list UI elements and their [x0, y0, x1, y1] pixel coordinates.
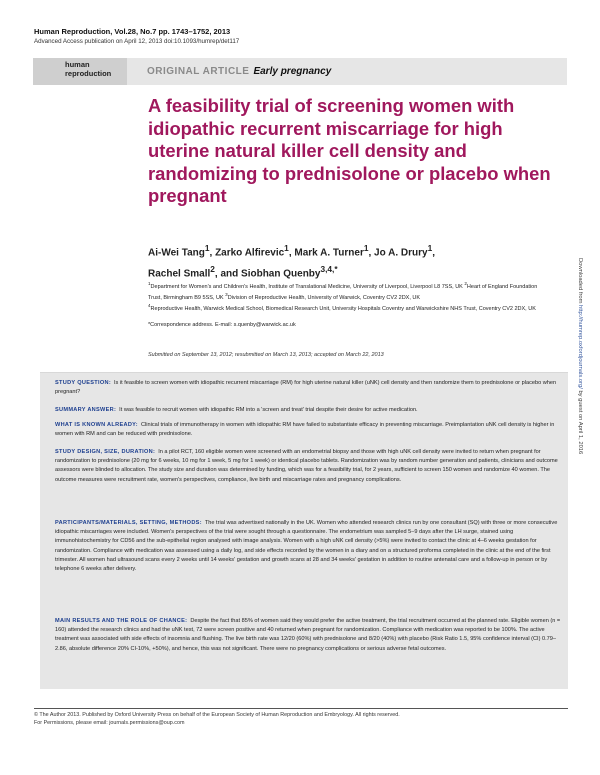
author-name[interactable]: Jo A. Drury — [374, 247, 428, 259]
journal-logo — [33, 58, 127, 85]
journal-citation: Human Reproduction, Vol.28, No.7 pp. 1743–1752, 2013 — [34, 27, 231, 36]
author-name[interactable]: Ai-Wei Tang — [148, 247, 205, 259]
section-text: Despite the fact that 85% of women said they would prefer the active treatment, the trial recruitment occurred at the planned rate. Eligible women (n = 160) attended the research clinics and had the uNK test, 72 were screen positive and 40 returned when pregnant for randomization. Compliance with medication was reported to be 100%. The active treatment was associated with side effects of insomnia and flushing. The live birth rate was 12/20 (60%) with prednisolone and 8/20 (40%) with placebo (Risk Ratio 1.5, 95% confidence interval (CI) 0.79–2.86, absolute difference 20% CI-10%, +50%), and hence, this was not significant. There were no pregnancy complications or serious adverse fetal outcomes. — [55, 618, 561, 652]
publication-info: Advanced Access publication on April 12, 2013 doi:10.1093/humrep/det117 — [34, 38, 240, 45]
journal-link[interactable]: http://humrep.oxfordjournals.org/ — [577, 305, 583, 389]
article-subject: Early pregnancy — [253, 66, 332, 77]
separator: , — [288, 247, 295, 259]
abstract-box — [40, 372, 568, 689]
separator: , — [368, 247, 375, 259]
section-heading: WHAT IS KNOWN ALREADY: — [55, 422, 138, 428]
section-heading: SUMMARY ANSWER: — [55, 407, 117, 413]
author-name[interactable]: Rachel Small — [148, 268, 211, 280]
abstract-main-results — [55, 617, 562, 654]
logo-line-2: reproduction — [65, 68, 112, 78]
author-affiliation-mark: 1 — [427, 243, 433, 253]
affiliation-text: Heart of England Foundation Trust, Birmingham B9 5SS, UK — [148, 283, 538, 301]
affiliation-text: Department for Women's and Children's Health, Institute of Translational Medicine, University of Liverpool, Liverpool L8 7SS, UK — [150, 283, 465, 290]
author-name[interactable]: Siobhan Quenby — [241, 268, 321, 280]
affiliations — [148, 280, 548, 313]
section-text: In a pilot RCT, 160 eligible women were screened with an endometrial biopsy and those with high uNK cell density were invited to return when pregnant for randomization to prednisolone (20 mg for 6 weeks, 10 mg for 1 week, 5 mg for 1 week) or identical placebo tablets. Randomization was by random number generation and patients, clinicians and outcome assessors were blinded to allocation. The study size and duration was determined by funding, which was for a feasibility trial, for 2 years, sufficient to screen 150 women and randomize 40 women. The outcome measures were recruitment rate, women's perspectives, compliance, live birth and miscarriage rates and pregnancy complications. — [55, 449, 558, 483]
author-name[interactable]: Mark A. Turner — [294, 247, 364, 259]
abstract-participants-methods — [55, 519, 562, 574]
section-heading: STUDY DESIGN, SIZE, DURATION: — [55, 449, 156, 455]
section-heading: PARTICIPANTS/MATERIALS, SETTING, METHODS: — [55, 520, 202, 526]
abstract-summary-answer — [55, 406, 562, 415]
affiliation-mark: 3 — [225, 292, 228, 298]
article-title: A feasibility trial of screening women with idiopathic recurrent miscarriage for high uterine natural killer cell density and randomizing to prednisolone or placebo when pregnant — [148, 95, 551, 207]
affiliation-mark: 4 — [148, 303, 151, 309]
section-text: Clinical trials of immunotherapy in women with idiopathic RM have failed to substantiate efficacy in preventing miscarriage. Preimplantation uNK cell density is higher in women with RM and can be reduced with prednisolone. — [55, 422, 555, 438]
logo-line-1: human — [65, 60, 90, 69]
separator: , and — [214, 268, 242, 280]
affiliation-mark: 1 — [148, 281, 151, 286]
abstract-study-design — [55, 448, 562, 485]
section-text: It was feasible to recruit women with idiopathic RM into a 'screen and treat' trial despite their desire for active medication. — [119, 407, 418, 413]
article-type: ORIGINAL ARTICLE — [147, 66, 250, 77]
footer-divider — [34, 708, 568, 709]
separator: , — [209, 247, 216, 259]
section-text: The trial was advertised nationally in the UK. Women who attended research clinics run by one consultant (SQ) with three or more consecutive idiopathic miscarriages were included. Women's perspectives of the trial were sought through a questionnaire. The endometrium was sampled 5–9 days after the LH surge, stained using immunohistochemistry for CD56 and the sub-epithelial region analysed with image analysis. Women with a high uNK cell density (>5%) were invited to contact the clinic at 4–6 weeks gestation for randomization. Compliance with medication was assessed using a daily log, and side effects recorded by the women in a diary and on a structured proforma completed in the clinic at the end of the first trimester. All women had ultrasound scans every 2 weeks until 14 weeks' gestation and growth scans at 28 and 34 weeks' gestation in addition to routine antenatal care and a follow-up in person or by telephone 6 weeks after delivery. — [55, 520, 558, 573]
copyright-notice: © The Author 2013. Published by Oxford University Press on behalf of the European Society of Human Reproduction and Embryology. All rights reserved. — [34, 712, 400, 718]
author-affiliation-mark: 1 — [284, 243, 289, 253]
article-type-band — [127, 58, 567, 85]
correspondence-address: *Correspondence address. E-mail: s.quenby@warwick.ac.uk — [148, 322, 296, 328]
author-affiliation-mark: 2 — [210, 264, 215, 275]
author-name[interactable]: Zarko Alfirevic — [215, 247, 285, 259]
author-affiliation-mark: 3,4,* — [320, 264, 338, 275]
section-heading: STUDY QUESTION: — [55, 380, 111, 386]
submission-dates: Submitted on September 13, 2012; resubmitted on March 13, 2013; accepted on March 22, 2013 — [148, 352, 384, 358]
permissions-notice: For Permissions, please email: journals.permissions@oup.com — [34, 720, 185, 726]
separator: , — [432, 247, 435, 259]
affiliation-mark: 2 — [464, 281, 467, 286]
download-watermark — [577, 258, 589, 618]
affiliation-text: Reproductive Health, Warwick Medical School, Biomedical Research Unit, University Hospitals Coventry and Warwickshire NHS Trust, Coventry CV2 2DX, UK — [150, 306, 536, 313]
abstract-known-already — [55, 421, 562, 439]
author-affiliation-mark: 1 — [204, 243, 210, 253]
author-affiliation-mark: 1 — [363, 243, 369, 253]
abstract-study-question — [55, 379, 562, 397]
watermark-text: Downloaded from — [577, 258, 583, 306]
section-text: Is it feasible to screen women with idiopathic recurrent miscarriage (RM) for high uterine natural killer (uNK) cell density and then randomize them to prednisolone or placebo when pregnant? — [55, 380, 557, 396]
author-list — [148, 240, 568, 283]
watermark-text: by guest on April 1, 2016 — [577, 388, 583, 455]
section-heading: MAIN RESULTS AND THE ROLE OF CHANCE: — [55, 618, 188, 624]
affiliation-text: Division of Reproductive Health, University of Warwick, Coventry CV2 2DX, UK — [227, 294, 421, 301]
logo-text — [65, 61, 111, 78]
